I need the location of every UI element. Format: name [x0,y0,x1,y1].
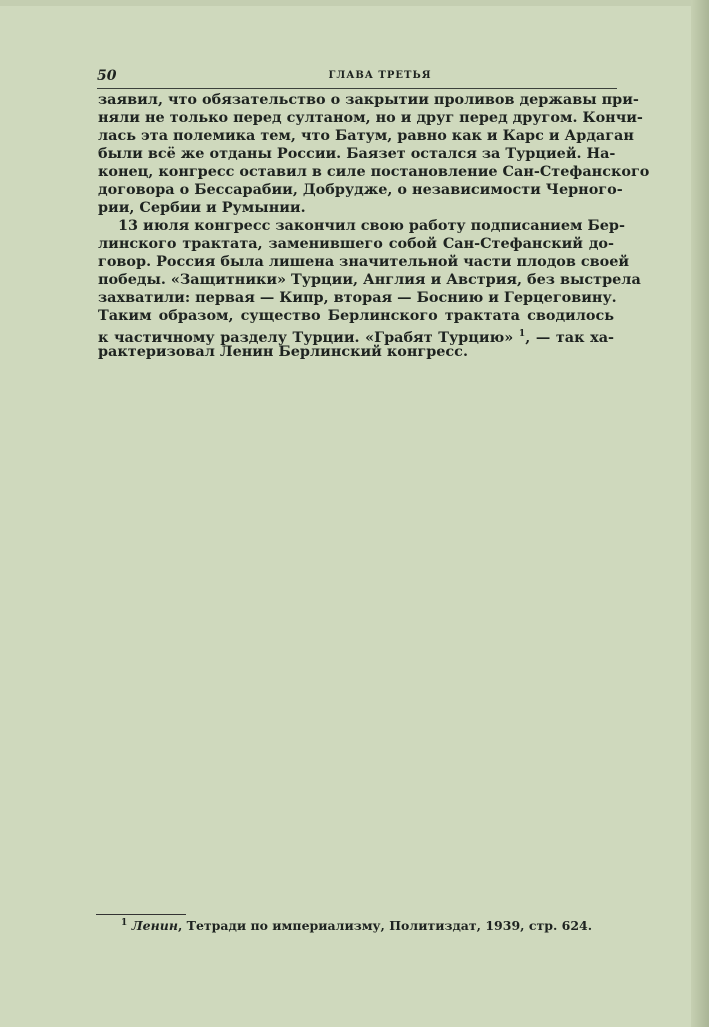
text-line: линского трактата, заменившего собой Сан-Стефанский до- [98,235,614,252]
text-line: были всё же отданы России. Баязет остался за Турцией. На- [98,145,616,162]
text-line: рии, Сербии и Румынии. [98,199,306,216]
page-top-edge [0,0,709,6]
footnote-rule [96,914,186,915]
text-line: няли не только перед султаном, но и друг перед другом. Кончи- [98,109,643,126]
text-line: 13 июля конгресс закончил свою работу подписанием Бер- [118,217,625,234]
footnote [121,918,592,933]
text-line-end: , — так ха- [525,328,614,346]
footnote-author: Ленин [131,918,178,934]
text-line-start: к частичному разделу Турции. «Грабят Турцию» [98,328,514,346]
text-line [98,325,614,346]
page-right-edge [691,0,709,1027]
footnote-text: , Тетради по империализму, Политиздат, 1939, стр. 624. [177,918,593,934]
running-title: ГЛАВА ТРЕТЬЯ [328,70,432,81]
footnote-reference[interactable]: 1 [518,329,526,339]
text-line: победы. «Защитники» Турции, Англия и Австрия, без выстрела [98,271,641,288]
page-number: 50 [97,68,117,84]
text-line: лась эта полемика тем, что Батум, равно как и Карс и Ардаган [98,127,634,144]
text-line: говор. Россия была лишена значительной части плодов своей [98,253,630,270]
body-text [98,91,650,361]
footnote-marker: 1 [121,918,128,928]
text-line: Таким образом, существо Берлинского трактата сводилось [98,307,614,324]
header-rule [97,88,617,89]
text-line: конец, конгресс оставил в силе постановление Сан-Стефанского [98,163,650,180]
text-line: заявил, что обязательство о закрытии проливов державы при- [98,91,639,108]
text-line: договора о Бессарабии, Добрудже, о независимости Черного- [98,181,623,198]
text-line: захватили: первая — Кипр, вторая — Боснию и Герцеговину. [98,289,617,306]
text-line: рактеризовал Ленин Берлинский конгресс. [98,343,468,360]
